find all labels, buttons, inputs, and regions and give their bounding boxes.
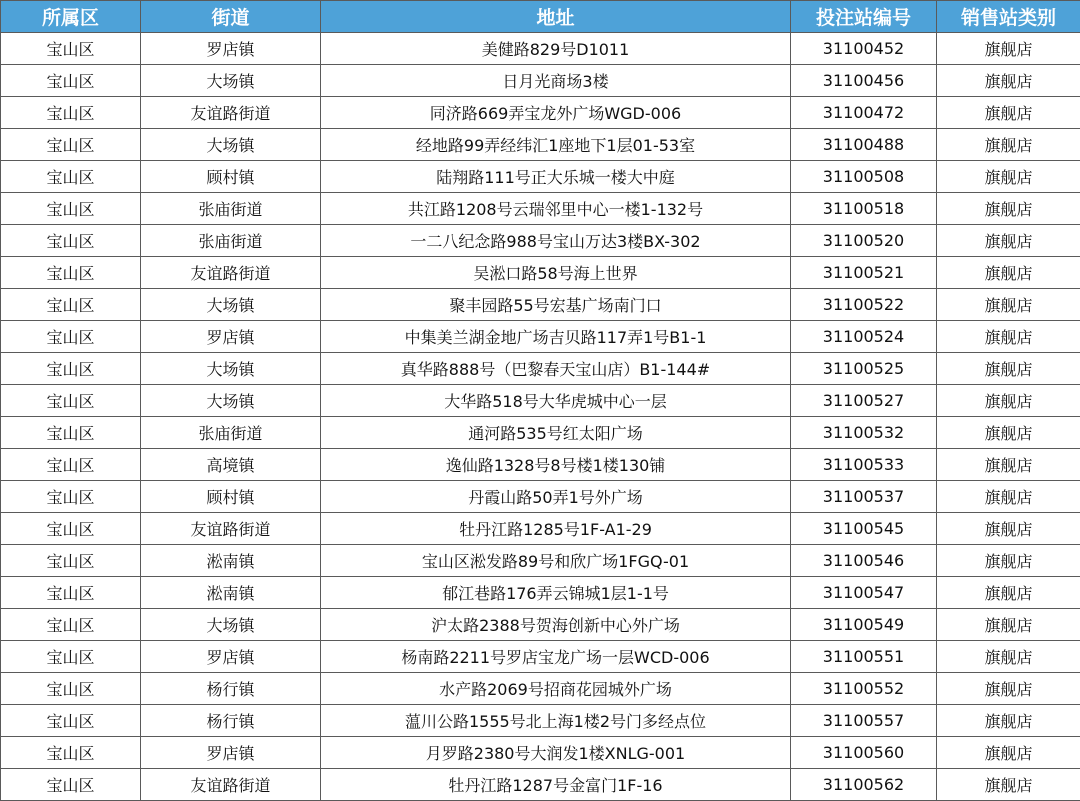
table-row <box>1 481 1080 513</box>
cell-street: 杨行镇 <box>141 705 321 737</box>
cell-address: 蕰川公路1555号北上海1楼2号门多经点位 <box>321 705 791 737</box>
cell-station-type: 旗舰店 <box>937 641 1080 673</box>
cell-station-code: 31100524 <box>791 321 937 353</box>
cell-district: 宝山区 <box>1 257 141 289</box>
cell-station-code: 31100521 <box>791 257 937 289</box>
table-row <box>1 385 1080 417</box>
cell-street: 张庙街道 <box>141 225 321 257</box>
table-row <box>1 417 1080 449</box>
cell-district: 宝山区 <box>1 481 141 513</box>
cell-district: 宝山区 <box>1 129 141 161</box>
cell-district: 宝山区 <box>1 33 141 65</box>
cell-station-type: 旗舰店 <box>937 33 1080 65</box>
cell-station-code: 31100520 <box>791 225 937 257</box>
cell-street: 友谊路街道 <box>141 257 321 289</box>
table-row <box>1 65 1080 97</box>
cell-station-type: 旗舰店 <box>937 673 1080 705</box>
table-row <box>1 353 1080 385</box>
cell-address: 大华路518号大华虎城中心一层 <box>321 385 791 417</box>
cell-district: 宝山区 <box>1 225 141 257</box>
cell-street: 张庙街道 <box>141 193 321 225</box>
cell-street: 顾村镇 <box>141 161 321 193</box>
cell-district: 宝山区 <box>1 289 141 321</box>
cell-district: 宝山区 <box>1 193 141 225</box>
cell-address: 通河路535号红太阳广场 <box>321 417 791 449</box>
header-street: 街道 <box>141 1 321 33</box>
cell-district: 宝山区 <box>1 769 141 801</box>
cell-station-code: 31100557 <box>791 705 937 737</box>
cell-station-type: 旗舰店 <box>937 321 1080 353</box>
cell-district: 宝山区 <box>1 641 141 673</box>
cell-station-type: 旗舰店 <box>937 513 1080 545</box>
cell-district: 宝山区 <box>1 449 141 481</box>
cell-address: 丹霞山路50弄1号外广场 <box>321 481 791 513</box>
cell-district: 宝山区 <box>1 161 141 193</box>
cell-station-type: 旗舰店 <box>937 65 1080 97</box>
cell-street: 杨行镇 <box>141 673 321 705</box>
cell-street: 罗店镇 <box>141 737 321 769</box>
cell-station-type: 旗舰店 <box>937 225 1080 257</box>
cell-street: 友谊路街道 <box>141 97 321 129</box>
cell-station-code: 31100546 <box>791 545 937 577</box>
cell-address: 牡丹江路1287号金富门1F-16 <box>321 769 791 801</box>
cell-district: 宝山区 <box>1 417 141 449</box>
table-body <box>1 33 1080 801</box>
cell-street: 大场镇 <box>141 289 321 321</box>
cell-address: 美健路829号D1011 <box>321 33 791 65</box>
table-row <box>1 449 1080 481</box>
cell-station-code: 31100525 <box>791 353 937 385</box>
cell-station-code: 31100551 <box>791 641 937 673</box>
cell-district: 宝山区 <box>1 577 141 609</box>
cell-street: 大场镇 <box>141 65 321 97</box>
cell-district: 宝山区 <box>1 609 141 641</box>
table-row <box>1 97 1080 129</box>
cell-station-type: 旗舰店 <box>937 769 1080 801</box>
table-row <box>1 641 1080 673</box>
table-row <box>1 225 1080 257</box>
cell-station-type: 旗舰店 <box>937 737 1080 769</box>
table-row <box>1 321 1080 353</box>
cell-street: 高境镇 <box>141 449 321 481</box>
cell-address: 真华路888号（巴黎春天宝山店）B1-144# <box>321 353 791 385</box>
cell-address: 水产路2069号招商花园城外广场 <box>321 673 791 705</box>
cell-station-type: 旗舰店 <box>937 705 1080 737</box>
cell-street: 淞南镇 <box>141 577 321 609</box>
cell-station-type: 旗舰店 <box>937 481 1080 513</box>
table-row <box>1 705 1080 737</box>
cell-district: 宝山区 <box>1 737 141 769</box>
cell-station-code: 31100522 <box>791 289 937 321</box>
header-district: 所属区 <box>1 1 141 33</box>
cell-address: 中集美兰湖金地广场吉贝路117弄1号B1-1 <box>321 321 791 353</box>
cell-address: 沪太路2388号贺海创新中心外广场 <box>321 609 791 641</box>
cell-street: 淞南镇 <box>141 545 321 577</box>
table-row <box>1 513 1080 545</box>
cell-address: 同济路669弄宝龙外广场WGD-006 <box>321 97 791 129</box>
table-row <box>1 193 1080 225</box>
cell-station-code: 31100562 <box>791 769 937 801</box>
cell-station-code: 31100456 <box>791 65 937 97</box>
cell-district: 宝山区 <box>1 97 141 129</box>
cell-station-type: 旗舰店 <box>937 289 1080 321</box>
table-row <box>1 257 1080 289</box>
cell-station-type: 旗舰店 <box>937 353 1080 385</box>
cell-street: 罗店镇 <box>141 33 321 65</box>
cell-station-code: 31100552 <box>791 673 937 705</box>
table-row <box>1 129 1080 161</box>
cell-district: 宝山区 <box>1 513 141 545</box>
cell-station-type: 旗舰店 <box>937 385 1080 417</box>
cell-address: 月罗路2380号大润发1楼XNLG-001 <box>321 737 791 769</box>
cell-station-code: 31100527 <box>791 385 937 417</box>
cell-station-code: 31100549 <box>791 609 937 641</box>
cell-station-code: 31100537 <box>791 481 937 513</box>
cell-address: 郁江巷路176弄云锦城1层1-1号 <box>321 577 791 609</box>
cell-district: 宝山区 <box>1 385 141 417</box>
cell-station-code: 31100518 <box>791 193 937 225</box>
cell-station-code: 31100488 <box>791 129 937 161</box>
cell-station-type: 旗舰店 <box>937 161 1080 193</box>
cell-district: 宝山区 <box>1 673 141 705</box>
cell-station-type: 旗舰店 <box>937 577 1080 609</box>
header-station-type: 销售站类别 <box>937 1 1080 33</box>
cell-address: 一二八纪念路988号宝山万达3楼BX-302 <box>321 225 791 257</box>
table-row <box>1 609 1080 641</box>
cell-district: 宝山区 <box>1 705 141 737</box>
cell-station-type: 旗舰店 <box>937 545 1080 577</box>
cell-address: 宝山区淞发路89号和欣广场1FGQ-01 <box>321 545 791 577</box>
table-row <box>1 289 1080 321</box>
cell-station-type: 旗舰店 <box>937 257 1080 289</box>
cell-station-type: 旗舰店 <box>937 417 1080 449</box>
cell-address: 共江路1208号云瑞邻里中心一楼1-132号 <box>321 193 791 225</box>
cell-station-code: 31100533 <box>791 449 937 481</box>
table-row <box>1 33 1080 65</box>
cell-district: 宝山区 <box>1 321 141 353</box>
cell-station-code: 31100452 <box>791 33 937 65</box>
cell-street: 友谊路街道 <box>141 513 321 545</box>
table-row <box>1 769 1080 801</box>
table-row <box>1 577 1080 609</box>
table-row <box>1 737 1080 769</box>
cell-station-code: 31100547 <box>791 577 937 609</box>
cell-station-type: 旗舰店 <box>937 193 1080 225</box>
cell-station-code: 31100532 <box>791 417 937 449</box>
cell-street: 大场镇 <box>141 385 321 417</box>
cell-address: 杨南路2211号罗店宝龙广场一层WCD-006 <box>321 641 791 673</box>
cell-station-code: 31100545 <box>791 513 937 545</box>
header-station-code: 投注站编号 <box>791 1 937 33</box>
table-row <box>1 673 1080 705</box>
table-row <box>1 161 1080 193</box>
cell-address: 聚丰园路55号宏基广场南门口 <box>321 289 791 321</box>
cell-street: 友谊路街道 <box>141 769 321 801</box>
cell-district: 宝山区 <box>1 353 141 385</box>
cell-district: 宝山区 <box>1 65 141 97</box>
header-address: 地址 <box>321 1 791 33</box>
cell-address: 经地路99弄经纬汇1座地下1层01-53室 <box>321 129 791 161</box>
cell-station-type: 旗舰店 <box>937 97 1080 129</box>
table-row <box>1 545 1080 577</box>
cell-street: 张庙街道 <box>141 417 321 449</box>
table-header <box>1 1 1080 33</box>
cell-address: 牡丹江路1285号1F-A1-29 <box>321 513 791 545</box>
cell-street: 罗店镇 <box>141 641 321 673</box>
cell-street: 大场镇 <box>141 353 321 385</box>
cell-station-code: 31100560 <box>791 737 937 769</box>
cell-street: 大场镇 <box>141 609 321 641</box>
cell-station-type: 旗舰店 <box>937 449 1080 481</box>
cell-street: 大场镇 <box>141 129 321 161</box>
cell-address: 逸仙路1328号8号楼1楼130铺 <box>321 449 791 481</box>
cell-address: 吴淞口路58号海上世界 <box>321 257 791 289</box>
header-row <box>1 1 1080 33</box>
cell-district: 宝山区 <box>1 545 141 577</box>
cell-station-code: 31100508 <box>791 161 937 193</box>
cell-station-type: 旗舰店 <box>937 129 1080 161</box>
cell-station-type: 旗舰店 <box>937 609 1080 641</box>
cell-street: 罗店镇 <box>141 321 321 353</box>
cell-address: 日月光商场3楼 <box>321 65 791 97</box>
cell-address: 陆翔路111号正大乐城一楼大中庭 <box>321 161 791 193</box>
cell-station-code: 31100472 <box>791 97 937 129</box>
cell-street: 顾村镇 <box>141 481 321 513</box>
